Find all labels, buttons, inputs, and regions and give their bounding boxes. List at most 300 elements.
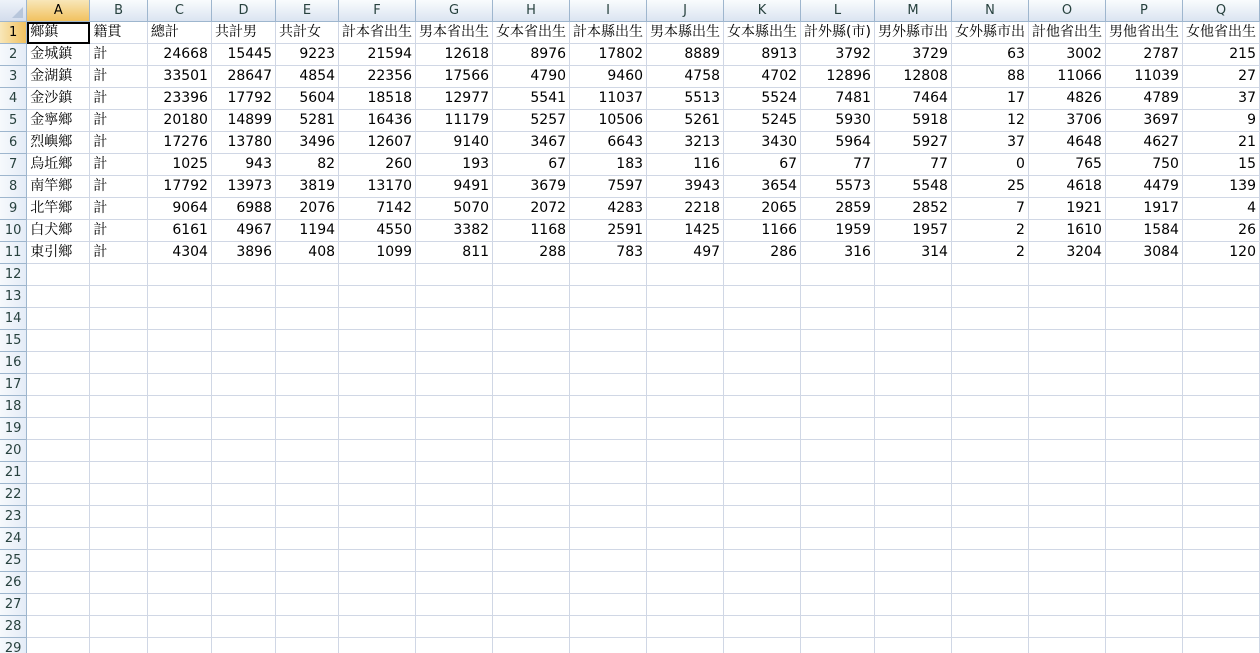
empty-cell[interactable] (724, 352, 801, 374)
empty-cell[interactable] (339, 484, 416, 506)
empty-cell[interactable] (493, 638, 570, 653)
empty-cell[interactable] (647, 440, 724, 462)
empty-cell[interactable] (90, 264, 148, 286)
empty-cell[interactable] (801, 638, 875, 653)
empty-cell[interactable] (211, 330, 275, 352)
empty-cell[interactable] (647, 616, 724, 638)
header-cell[interactable]: 計他省出生 (1028, 22, 1105, 44)
empty-cell[interactable] (801, 484, 875, 506)
header-cell[interactable]: 籍貫 (90, 22, 148, 44)
empty-cell[interactable] (147, 308, 211, 330)
row-header[interactable]: 5 (0, 110, 27, 132)
column-header-m[interactable]: M (874, 0, 951, 22)
empty-cell[interactable] (724, 638, 801, 653)
data-cell[interactable]: 37 (1182, 88, 1259, 110)
empty-cell[interactable] (27, 286, 90, 308)
empty-cell[interactable] (147, 440, 211, 462)
empty-cell[interactable] (647, 418, 724, 440)
empty-cell[interactable] (724, 506, 801, 528)
empty-cell[interactable] (951, 352, 1028, 374)
empty-cell[interactable] (874, 418, 951, 440)
empty-cell[interactable] (211, 484, 275, 506)
empty-cell[interactable] (147, 638, 211, 653)
empty-cell[interactable] (1182, 418, 1259, 440)
empty-cell[interactable] (801, 352, 875, 374)
data-cell[interactable]: 22356 (339, 66, 416, 88)
empty-cell[interactable] (951, 396, 1028, 418)
data-cell[interactable]: 12607 (339, 132, 416, 154)
row-header[interactable]: 12 (0, 264, 27, 286)
empty-cell[interactable] (147, 396, 211, 418)
empty-cell[interactable] (416, 330, 493, 352)
data-cell[interactable]: 5548 (874, 176, 951, 198)
column-header-g[interactable]: G (416, 0, 493, 22)
empty-cell[interactable] (951, 528, 1028, 550)
data-cell[interactable]: 3084 (1105, 242, 1182, 264)
data-cell[interactable]: 26 (1182, 220, 1259, 242)
data-cell[interactable]: 1025 (147, 154, 211, 176)
empty-cell[interactable] (801, 594, 875, 616)
data-cell[interactable]: 12977 (416, 88, 493, 110)
data-cell[interactable]: 4618 (1028, 176, 1105, 198)
empty-cell[interactable] (1028, 330, 1105, 352)
empty-cell[interactable] (801, 528, 875, 550)
row-header[interactable]: 2 (0, 44, 27, 66)
empty-cell[interactable] (1182, 374, 1259, 396)
data-cell[interactable]: 943 (211, 154, 275, 176)
column-header-i[interactable]: I (570, 0, 647, 22)
empty-cell[interactable] (339, 528, 416, 550)
empty-cell[interactable] (1028, 594, 1105, 616)
empty-cell[interactable] (339, 396, 416, 418)
empty-cell[interactable] (339, 264, 416, 286)
empty-cell[interactable] (1105, 308, 1182, 330)
row-header[interactable]: 27 (0, 594, 27, 616)
empty-cell[interactable] (951, 572, 1028, 594)
data-cell[interactable]: 1959 (801, 220, 875, 242)
empty-cell[interactable] (275, 594, 338, 616)
data-cell[interactable]: 67 (493, 154, 570, 176)
empty-cell[interactable] (147, 374, 211, 396)
empty-cell[interactable] (570, 484, 647, 506)
data-cell[interactable]: 4758 (647, 66, 724, 88)
empty-cell[interactable] (1105, 550, 1182, 572)
row-header[interactable]: 4 (0, 88, 27, 110)
empty-cell[interactable] (724, 462, 801, 484)
empty-cell[interactable] (416, 440, 493, 462)
data-cell[interactable]: 139 (1182, 176, 1259, 198)
data-cell[interactable]: 9 (1182, 110, 1259, 132)
empty-cell[interactable] (724, 374, 801, 396)
data-cell[interactable]: 2591 (570, 220, 647, 242)
empty-cell[interactable] (570, 462, 647, 484)
empty-cell[interactable] (647, 594, 724, 616)
empty-cell[interactable] (339, 638, 416, 653)
data-cell[interactable]: 33501 (147, 66, 211, 88)
data-cell[interactable]: 20180 (147, 110, 211, 132)
empty-cell[interactable] (493, 308, 570, 330)
row-header[interactable]: 26 (0, 572, 27, 594)
data-cell[interactable]: 5918 (874, 110, 951, 132)
header-cell[interactable]: 男外縣市出 (874, 22, 951, 44)
empty-cell[interactable] (724, 484, 801, 506)
row-header[interactable]: 1 (0, 22, 27, 44)
data-cell[interactable]: 21 (1182, 132, 1259, 154)
data-cell[interactable]: 1194 (275, 220, 338, 242)
data-cell[interactable]: 5245 (724, 110, 801, 132)
empty-cell[interactable] (1182, 330, 1259, 352)
header-cell[interactable]: 計本省出生 (339, 22, 416, 44)
empty-cell[interactable] (647, 550, 724, 572)
empty-cell[interactable] (493, 440, 570, 462)
empty-cell[interactable] (570, 374, 647, 396)
empty-cell[interactable] (147, 352, 211, 374)
column-header-k[interactable]: K (724, 0, 801, 22)
data-cell[interactable]: 1425 (647, 220, 724, 242)
empty-cell[interactable] (951, 506, 1028, 528)
empty-cell[interactable] (416, 484, 493, 506)
data-cell[interactable]: 183 (570, 154, 647, 176)
empty-cell[interactable] (90, 330, 148, 352)
empty-cell[interactable] (647, 330, 724, 352)
data-cell[interactable]: 13170 (339, 176, 416, 198)
empty-cell[interactable] (211, 594, 275, 616)
data-cell[interactable]: 5524 (724, 88, 801, 110)
data-cell[interactable]: 17792 (147, 176, 211, 198)
data-cell[interactable]: 7481 (801, 88, 875, 110)
empty-cell[interactable] (416, 506, 493, 528)
empty-cell[interactable] (874, 264, 951, 286)
data-cell[interactable]: 南竿鄉 (27, 176, 90, 198)
data-cell[interactable]: 4304 (147, 242, 211, 264)
header-cell[interactable]: 計外縣(市) (801, 22, 875, 44)
data-cell[interactable]: 28647 (211, 66, 275, 88)
data-cell[interactable]: 3002 (1028, 44, 1105, 66)
data-cell[interactable]: 4648 (1028, 132, 1105, 154)
data-cell[interactable]: 4854 (275, 66, 338, 88)
column-header-h[interactable]: H (493, 0, 570, 22)
header-cell[interactable]: 男他省出生 (1105, 22, 1182, 44)
data-cell[interactable]: 3204 (1028, 242, 1105, 264)
data-cell[interactable]: 8889 (647, 44, 724, 66)
empty-cell[interactable] (1028, 506, 1105, 528)
column-header-n[interactable]: N (951, 0, 1028, 22)
empty-cell[interactable] (951, 308, 1028, 330)
empty-cell[interactable] (493, 418, 570, 440)
empty-cell[interactable] (211, 462, 275, 484)
header-cell[interactable]: 女本省出生 (493, 22, 570, 44)
empty-cell[interactable] (874, 374, 951, 396)
row-header[interactable]: 16 (0, 352, 27, 374)
empty-cell[interactable] (275, 308, 338, 330)
data-cell[interactable]: 12896 (801, 66, 875, 88)
data-cell[interactable]: 計 (90, 198, 148, 220)
data-cell[interactable]: 2065 (724, 198, 801, 220)
data-cell[interactable]: 計 (90, 110, 148, 132)
data-cell[interactable]: 4283 (570, 198, 647, 220)
empty-cell[interactable] (1105, 352, 1182, 374)
empty-cell[interactable] (570, 308, 647, 330)
empty-cell[interactable] (1182, 572, 1259, 594)
row-header[interactable]: 11 (0, 242, 27, 264)
empty-cell[interactable] (211, 396, 275, 418)
data-cell[interactable]: 3382 (416, 220, 493, 242)
row-header[interactable]: 9 (0, 198, 27, 220)
data-cell[interactable]: 7142 (339, 198, 416, 220)
empty-cell[interactable] (1105, 396, 1182, 418)
data-cell[interactable]: 765 (1028, 154, 1105, 176)
empty-cell[interactable] (339, 418, 416, 440)
data-cell[interactable]: 13780 (211, 132, 275, 154)
empty-cell[interactable] (1182, 594, 1259, 616)
data-cell[interactable]: 3792 (801, 44, 875, 66)
data-cell[interactable]: 1921 (1028, 198, 1105, 220)
empty-cell[interactable] (339, 462, 416, 484)
empty-cell[interactable] (211, 374, 275, 396)
data-cell[interactable]: 27 (1182, 66, 1259, 88)
empty-cell[interactable] (1105, 616, 1182, 638)
empty-cell[interactable] (1028, 484, 1105, 506)
empty-cell[interactable] (570, 286, 647, 308)
data-cell[interactable]: 14899 (211, 110, 275, 132)
column-header-p[interactable]: P (1105, 0, 1182, 22)
empty-cell[interactable] (801, 308, 875, 330)
empty-cell[interactable] (27, 374, 90, 396)
empty-cell[interactable] (1028, 550, 1105, 572)
row-header[interactable]: 3 (0, 66, 27, 88)
data-cell[interactable]: 23396 (147, 88, 211, 110)
data-cell[interactable]: 3213 (647, 132, 724, 154)
data-cell[interactable]: 10506 (570, 110, 647, 132)
empty-cell[interactable] (1105, 374, 1182, 396)
empty-cell[interactable] (874, 330, 951, 352)
data-cell[interactable]: 18518 (339, 88, 416, 110)
column-header-b[interactable]: B (90, 0, 148, 22)
row-header[interactable]: 20 (0, 440, 27, 462)
empty-cell[interactable] (275, 638, 338, 653)
data-cell[interactable]: 4 (1182, 198, 1259, 220)
data-cell[interactable]: 1099 (339, 242, 416, 264)
data-cell[interactable]: 1168 (493, 220, 570, 242)
data-cell[interactable]: 5930 (801, 110, 875, 132)
data-cell[interactable]: 金沙鎮 (27, 88, 90, 110)
empty-cell[interactable] (570, 330, 647, 352)
empty-cell[interactable] (801, 396, 875, 418)
empty-cell[interactable] (1028, 264, 1105, 286)
empty-cell[interactable] (801, 374, 875, 396)
empty-cell[interactable] (339, 550, 416, 572)
empty-cell[interactable] (27, 638, 90, 653)
empty-cell[interactable] (493, 330, 570, 352)
empty-cell[interactable] (493, 572, 570, 594)
empty-cell[interactable] (874, 308, 951, 330)
empty-cell[interactable] (647, 462, 724, 484)
empty-cell[interactable] (951, 484, 1028, 506)
row-header[interactable]: 21 (0, 462, 27, 484)
row-header[interactable]: 29 (0, 638, 27, 653)
empty-cell[interactable] (211, 616, 275, 638)
data-cell[interactable]: 3654 (724, 176, 801, 198)
empty-cell[interactable] (570, 550, 647, 572)
empty-cell[interactable] (570, 594, 647, 616)
data-cell[interactable]: 計 (90, 154, 148, 176)
data-cell[interactable]: 82 (275, 154, 338, 176)
empty-cell[interactable] (724, 330, 801, 352)
empty-cell[interactable] (1028, 396, 1105, 418)
empty-cell[interactable] (275, 264, 338, 286)
empty-cell[interactable] (90, 352, 148, 374)
data-cell[interactable]: 5513 (647, 88, 724, 110)
empty-cell[interactable] (275, 462, 338, 484)
empty-cell[interactable] (275, 352, 338, 374)
row-header[interactable]: 6 (0, 132, 27, 154)
data-cell[interactable]: 63 (951, 44, 1028, 66)
data-cell[interactable]: 17792 (211, 88, 275, 110)
empty-cell[interactable] (874, 572, 951, 594)
empty-cell[interactable] (951, 418, 1028, 440)
data-cell[interactable]: 24668 (147, 44, 211, 66)
header-cell[interactable]: 男本縣出生 (647, 22, 724, 44)
data-cell[interactable]: 21594 (339, 44, 416, 66)
empty-cell[interactable] (211, 550, 275, 572)
data-cell[interactable]: 3496 (275, 132, 338, 154)
empty-cell[interactable] (211, 440, 275, 462)
data-cell[interactable]: 烏坵鄉 (27, 154, 90, 176)
empty-cell[interactable] (147, 572, 211, 594)
empty-cell[interactable] (147, 462, 211, 484)
empty-cell[interactable] (339, 506, 416, 528)
empty-cell[interactable] (416, 638, 493, 653)
column-header-l[interactable]: L (801, 0, 875, 22)
empty-cell[interactable] (275, 528, 338, 550)
header-cell[interactable]: 總計 (147, 22, 211, 44)
empty-cell[interactable] (211, 264, 275, 286)
empty-cell[interactable] (874, 506, 951, 528)
data-cell[interactable]: 3819 (275, 176, 338, 198)
data-cell[interactable]: 4702 (724, 66, 801, 88)
row-header[interactable]: 25 (0, 550, 27, 572)
data-cell[interactable]: 77 (874, 154, 951, 176)
data-cell[interactable]: 計 (90, 176, 148, 198)
empty-cell[interactable] (1028, 308, 1105, 330)
empty-cell[interactable] (801, 440, 875, 462)
empty-cell[interactable] (275, 572, 338, 594)
data-cell[interactable]: 2 (951, 220, 1028, 242)
data-cell[interactable]: 11037 (570, 88, 647, 110)
empty-cell[interactable] (147, 528, 211, 550)
empty-cell[interactable] (570, 528, 647, 550)
empty-cell[interactable] (1028, 418, 1105, 440)
column-header-e[interactable]: E (275, 0, 338, 22)
data-cell[interactable]: 316 (801, 242, 875, 264)
data-cell[interactable]: 金寧鄉 (27, 110, 90, 132)
data-cell[interactable]: 286 (724, 242, 801, 264)
data-cell[interactable]: 5541 (493, 88, 570, 110)
empty-cell[interactable] (1182, 528, 1259, 550)
empty-cell[interactable] (724, 286, 801, 308)
row-header[interactable]: 28 (0, 616, 27, 638)
data-cell[interactable]: 4789 (1105, 88, 1182, 110)
data-cell[interactable]: 6988 (211, 198, 275, 220)
data-cell[interactable]: 計 (90, 242, 148, 264)
empty-cell[interactable] (493, 506, 570, 528)
empty-cell[interactable] (1182, 308, 1259, 330)
data-cell[interactable]: 120 (1182, 242, 1259, 264)
data-cell[interactable]: 8976 (493, 44, 570, 66)
data-cell[interactable]: 4826 (1028, 88, 1105, 110)
data-cell[interactable]: 1610 (1028, 220, 1105, 242)
data-cell[interactable]: 6161 (147, 220, 211, 242)
column-header-a[interactable]: A (27, 0, 90, 22)
empty-cell[interactable] (90, 506, 148, 528)
empty-cell[interactable] (647, 484, 724, 506)
empty-cell[interactable] (1105, 286, 1182, 308)
empty-cell[interactable] (724, 308, 801, 330)
empty-cell[interactable] (951, 374, 1028, 396)
empty-cell[interactable] (416, 594, 493, 616)
empty-cell[interactable] (416, 418, 493, 440)
empty-cell[interactable] (416, 396, 493, 418)
data-cell[interactable]: 25 (951, 176, 1028, 198)
empty-cell[interactable] (874, 352, 951, 374)
empty-cell[interactable] (339, 572, 416, 594)
data-cell[interactable]: 12808 (874, 66, 951, 88)
empty-cell[interactable] (27, 572, 90, 594)
header-cell[interactable]: 共計女 (275, 22, 338, 44)
empty-cell[interactable] (275, 330, 338, 352)
data-cell[interactable]: 11179 (416, 110, 493, 132)
data-cell[interactable]: 5281 (275, 110, 338, 132)
empty-cell[interactable] (339, 616, 416, 638)
empty-cell[interactable] (570, 572, 647, 594)
empty-cell[interactable] (416, 462, 493, 484)
data-cell[interactable]: 17802 (570, 44, 647, 66)
empty-cell[interactable] (27, 506, 90, 528)
empty-cell[interactable] (1028, 572, 1105, 594)
empty-cell[interactable] (1105, 330, 1182, 352)
data-cell[interactable]: 5927 (874, 132, 951, 154)
data-cell[interactable]: 17566 (416, 66, 493, 88)
data-cell[interactable]: 67 (724, 154, 801, 176)
empty-cell[interactable] (647, 638, 724, 653)
empty-cell[interactable] (339, 330, 416, 352)
empty-cell[interactable] (339, 308, 416, 330)
empty-cell[interactable] (147, 484, 211, 506)
empty-cell[interactable] (874, 550, 951, 572)
data-cell[interactable]: 計 (90, 66, 148, 88)
empty-cell[interactable] (493, 594, 570, 616)
row-header[interactable]: 24 (0, 528, 27, 550)
empty-cell[interactable] (647, 352, 724, 374)
empty-cell[interactable] (951, 462, 1028, 484)
data-cell[interactable]: 193 (416, 154, 493, 176)
empty-cell[interactable] (275, 374, 338, 396)
select-all-corner[interactable] (0, 0, 27, 22)
data-cell[interactable]: 1584 (1105, 220, 1182, 242)
empty-cell[interactable] (570, 418, 647, 440)
row-header[interactable]: 22 (0, 484, 27, 506)
data-cell[interactable]: 811 (416, 242, 493, 264)
data-cell[interactable]: 3467 (493, 132, 570, 154)
data-cell[interactable]: 3706 (1028, 110, 1105, 132)
data-cell[interactable]: 5261 (647, 110, 724, 132)
data-cell[interactable]: 白犬鄉 (27, 220, 90, 242)
empty-cell[interactable] (211, 528, 275, 550)
empty-cell[interactable] (90, 484, 148, 506)
empty-cell[interactable] (724, 396, 801, 418)
empty-cell[interactable] (724, 440, 801, 462)
empty-cell[interactable] (647, 528, 724, 550)
